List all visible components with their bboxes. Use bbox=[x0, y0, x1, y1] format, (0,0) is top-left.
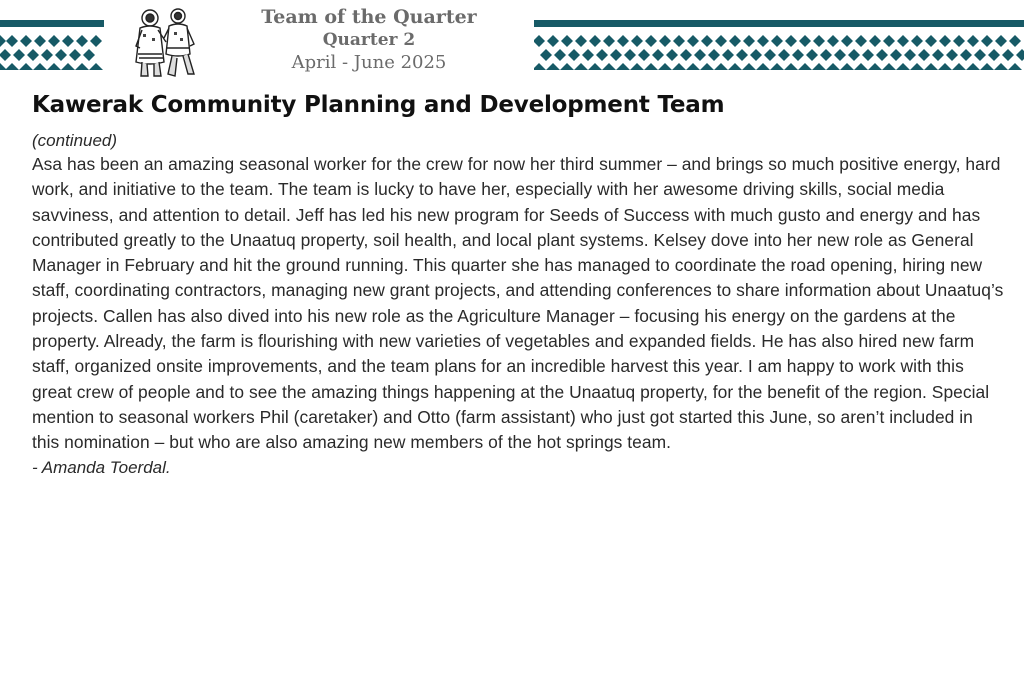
right-diamond-border bbox=[534, 20, 1024, 70]
header-title-block bbox=[236, 8, 502, 72]
header-dates: April - June 2025 bbox=[291, 52, 447, 73]
header-quarter: Quarter 2 bbox=[322, 30, 416, 50]
page-header bbox=[0, 0, 1024, 88]
signature: - Amanda Toerdal. bbox=[32, 457, 171, 477]
continued-note: (continued) bbox=[32, 131, 118, 150]
inuit-figures-illustration bbox=[128, 4, 200, 82]
team-title: Kawerak Community Planning and Development Team bbox=[32, 92, 725, 118]
left-diamond-border bbox=[0, 20, 104, 70]
header-title: Team of the Quarter bbox=[261, 6, 477, 28]
nomination-text: Asa has been an amazing seasonal worker for the crew for now her third summer – and brings so much positive energy, hard work, and initiative to the team. The team is lucky to have her, especially with her awesome driving skills, social media savviness, and attention to detail. Jeff has led his new program for Seeds of Success with much gusto and energy and has contributed greatly to the Unaatuq property, soil health, and local plant systems. Kelsey dove into her new role as General Manager in February and hit the ground running. This quarter she has managed to coordinate the road opening, hiring new staff, coordinating contractors, managing new grant projects, and attending conferences to share information about Unaatuq’s projects. Callen has also dived into his new role as the Agriculture Manager – focusing his energy on the gardens at the property. Already, the farm is flourishing with new varieties of vegetables and expanded fields. He has also hired new farm staff, organized onsite improvements, and the team plans for an incredible harvest this year. I am happy to work with this great crew of people and to see the amazing things happening at the Unaatuq property, for the benefit of the region. Special mention to seasonal workers Phil (caretaker) and Otto (farm assistant) who just got started this June, so aren’t included in this nomination – but who are also amazing new members of the hot springs team. bbox=[32, 154, 1004, 453]
article bbox=[32, 92, 1004, 480]
